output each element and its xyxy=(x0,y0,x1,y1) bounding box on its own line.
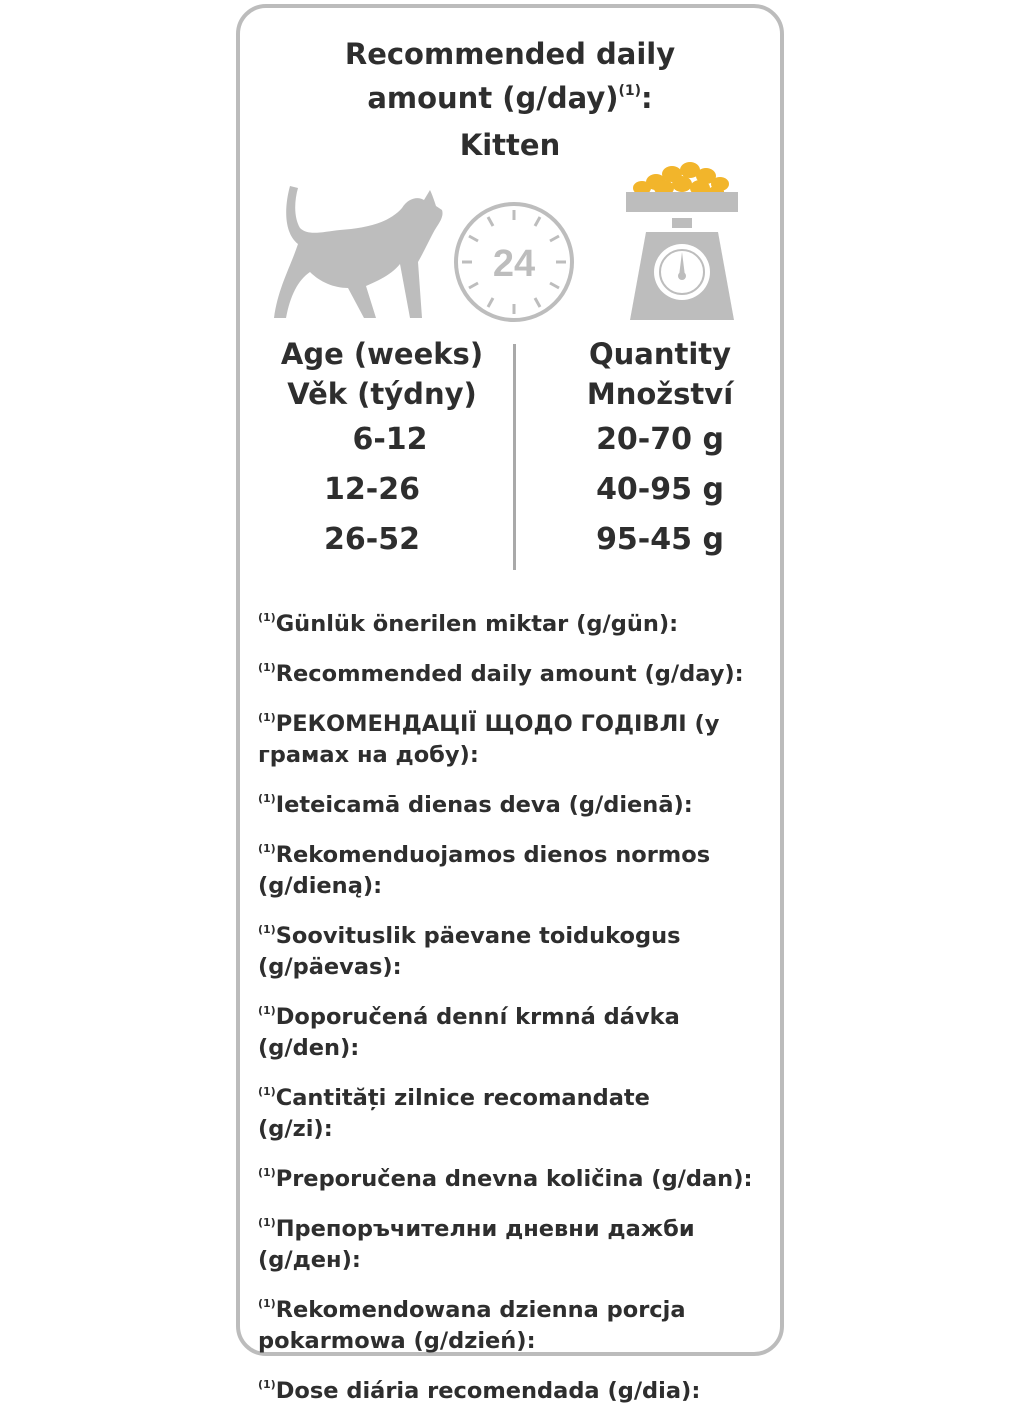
quantity-cell: 20-70 g xyxy=(596,422,724,457)
guide-title xyxy=(240,36,780,117)
food-scale-icon xyxy=(612,160,752,325)
column-divider xyxy=(513,344,516,570)
24-hour-clock-icon xyxy=(452,200,576,324)
kitten-subtitle: Kitten xyxy=(459,128,561,162)
quantity-column-header xyxy=(540,334,780,414)
cat-silhouette-icon xyxy=(268,178,448,323)
title-line-1: Recommended daily xyxy=(344,37,676,71)
footnote-en: $^{(1)}$Recommended daily amount (g/day): xyxy=(258,661,744,687)
age-cell: 12-26 xyxy=(324,472,420,507)
footnote-ro: $^{(1)}$Cantități zilnice recomandate (g/zi): xyxy=(258,1085,650,1142)
age-cell: 6-12 xyxy=(352,422,428,457)
age-header-cz: Věk (týdny) xyxy=(287,377,477,411)
quantity-cell: 95-45 g xyxy=(596,522,724,557)
footnote-bg: $^{(1)}$Препоръчителни дневни дажби (g/ден): xyxy=(258,1216,695,1273)
footnote-hr: $^{(1)}$Preporučena dnevna količina (g/dan): xyxy=(258,1166,753,1192)
age-header-en: Age (weeks) xyxy=(280,337,484,371)
footnotes-list xyxy=(258,602,780,1419)
footnote-tr: $^{(1)}$Günlük önerilen miktar (g/gün): xyxy=(258,611,679,637)
footnote-et: $^{(1)}$Soovituslik päevane toidukogus (g/päevas): xyxy=(258,923,681,980)
clock-label: 24 xyxy=(492,243,536,285)
footnote-cs: $^{(1)}$Doporučená denní krmná dávka (g/den): xyxy=(258,1004,680,1061)
footnote-lt: $^{(1)}$Rekomenduojamos dienos normos (g/dieną): xyxy=(258,842,711,899)
footnote-pt: $^{(1)}$Dose diária recomendada (g/dia): xyxy=(258,1378,701,1404)
age-cell: 26-52 xyxy=(324,522,420,557)
footnote-lv: $^{(1)}$Ieteicamā dienas deva (g/dienā): xyxy=(258,792,693,818)
age-column-header xyxy=(252,334,512,414)
title-footnote-marker: (1) xyxy=(618,83,642,99)
footnote-uk: $^{(1)}$РЕКОМЕНДАЦІЇ ЩОДО ГОДІВЛІ (у грамах на добу): xyxy=(258,711,720,768)
quantity-header-en: Quantity xyxy=(588,337,732,371)
footnote-pl: $^{(1)}$Rekomendowana dzienna porcja pokarmowa (g/dzień): xyxy=(258,1297,686,1354)
title-line-2: amount $(g/day)^{(1)}$: xyxy=(367,81,653,115)
feeding-guide-card xyxy=(236,4,784,1404)
quantity-cell: 40-95 g xyxy=(596,472,724,507)
quantity-header-cz: Množství xyxy=(586,377,734,411)
